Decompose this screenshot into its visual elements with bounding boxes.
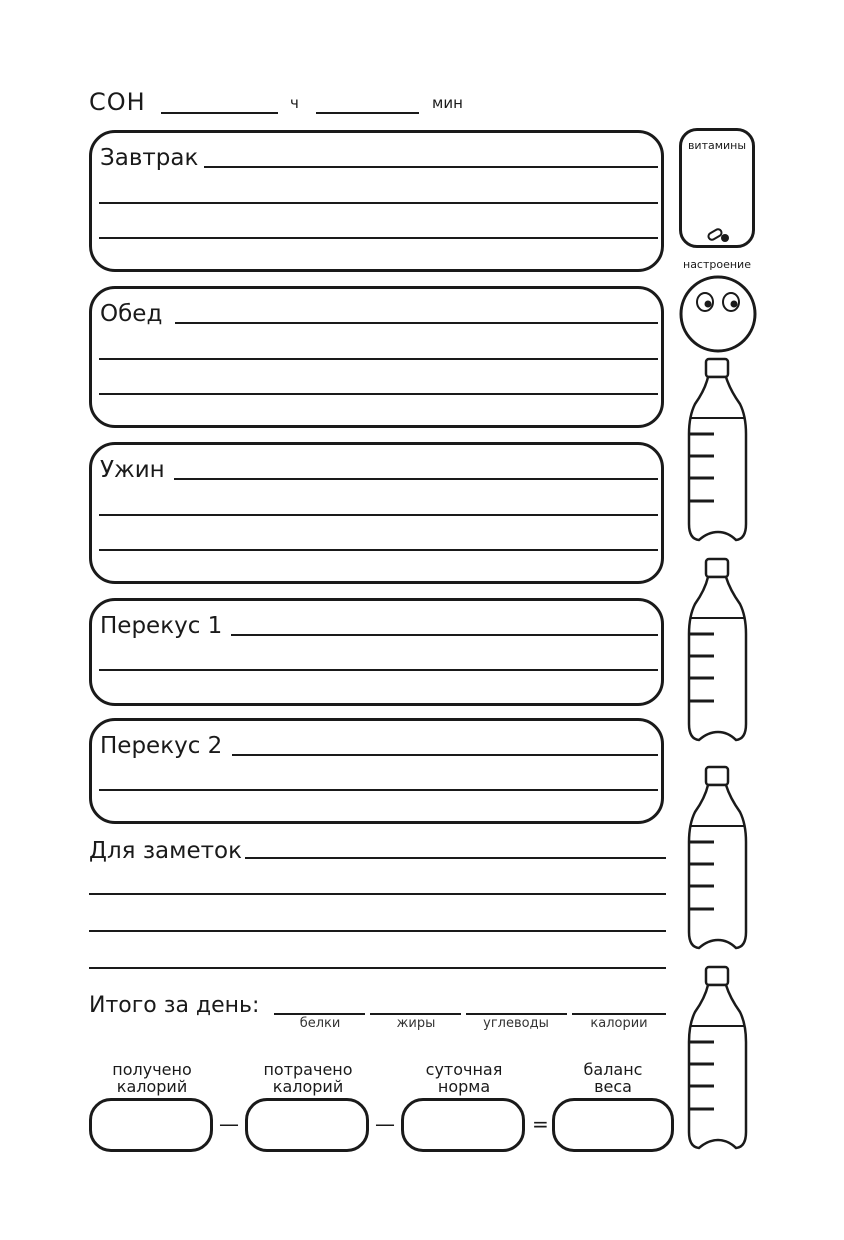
- totals-title: Итого за день:: [89, 993, 260, 1018]
- water-bottle-icon[interactable]: [686, 356, 748, 546]
- meal-line[interactable]: [99, 393, 658, 395]
- carbs-input[interactable]: [466, 1013, 567, 1015]
- pill-icon: [706, 227, 732, 245]
- equals-sign: =: [532, 1112, 549, 1136]
- meal-title: Завтрак: [100, 145, 199, 171]
- meal-box-snack-2: [89, 718, 664, 824]
- weight-balance-box[interactable]: [552, 1098, 674, 1152]
- vitamins-box[interactable]: [679, 128, 755, 248]
- protein-input[interactable]: [274, 1013, 365, 1015]
- hours-unit: ч: [290, 94, 299, 112]
- received-calories-box[interactable]: [89, 1098, 213, 1152]
- notes-line[interactable]: [89, 967, 666, 969]
- vitamins-label: витамины: [687, 139, 747, 152]
- notes-line[interactable]: [245, 857, 666, 859]
- minus-sign: —: [219, 1112, 239, 1136]
- calories-label: калории: [590, 1016, 648, 1031]
- mood-label: настроение: [683, 258, 751, 271]
- fat-input[interactable]: [370, 1013, 461, 1015]
- weight-balance-label: баланс веса: [583, 1060, 643, 1096]
- spent-calories-box[interactable]: [245, 1098, 369, 1152]
- meal-line[interactable]: [99, 669, 658, 671]
- meal-line[interactable]: [174, 478, 658, 480]
- sleep-minutes-input[interactable]: [316, 112, 419, 114]
- daily-norm-label: суточная норма: [425, 1060, 503, 1096]
- meal-line[interactable]: [99, 358, 658, 360]
- minus-sign: —: [375, 1112, 395, 1136]
- meal-line[interactable]: [99, 202, 658, 204]
- received-calories-label: получено калорий: [112, 1060, 192, 1096]
- notes-line[interactable]: [89, 893, 666, 895]
- water-bottle-icon[interactable]: [686, 556, 748, 746]
- meal-line[interactable]: [99, 789, 658, 791]
- meal-title: Перекус 2: [100, 733, 223, 759]
- water-bottle-icon[interactable]: [686, 964, 748, 1154]
- calories-input[interactable]: [572, 1013, 666, 1015]
- meal-box-dinner: [89, 442, 664, 584]
- meal-line[interactable]: [99, 514, 658, 516]
- meal-title: Перекус 1: [100, 613, 223, 639]
- meal-line[interactable]: [99, 237, 658, 239]
- fat-label: жиры: [396, 1016, 436, 1031]
- daily-norm-box[interactable]: [401, 1098, 525, 1152]
- protein-label: белки: [299, 1016, 341, 1031]
- notes-line[interactable]: [89, 930, 666, 932]
- smiley-icon[interactable]: [678, 274, 758, 354]
- carbs-label: углеводы: [483, 1016, 549, 1031]
- sleep-label: СОН: [89, 88, 146, 116]
- meal-line[interactable]: [231, 634, 658, 636]
- meal-line[interactable]: [99, 549, 658, 551]
- meal-line[interactable]: [232, 754, 658, 756]
- meal-line[interactable]: [175, 322, 658, 324]
- notes-title: Для заметок: [89, 838, 243, 864]
- meal-title: Обед: [100, 301, 163, 327]
- spent-calories-label: потрачено калорий: [263, 1060, 353, 1096]
- meal-box-lunch: [89, 286, 664, 428]
- sleep-hours-input[interactable]: [161, 112, 278, 114]
- meal-line[interactable]: [204, 166, 658, 168]
- meal-box-breakfast: [89, 130, 664, 272]
- minutes-unit: мин: [432, 94, 463, 112]
- water-bottle-icon[interactable]: [686, 764, 748, 954]
- meal-box-snack-1: [89, 598, 664, 706]
- meal-title: Ужин: [100, 457, 165, 483]
